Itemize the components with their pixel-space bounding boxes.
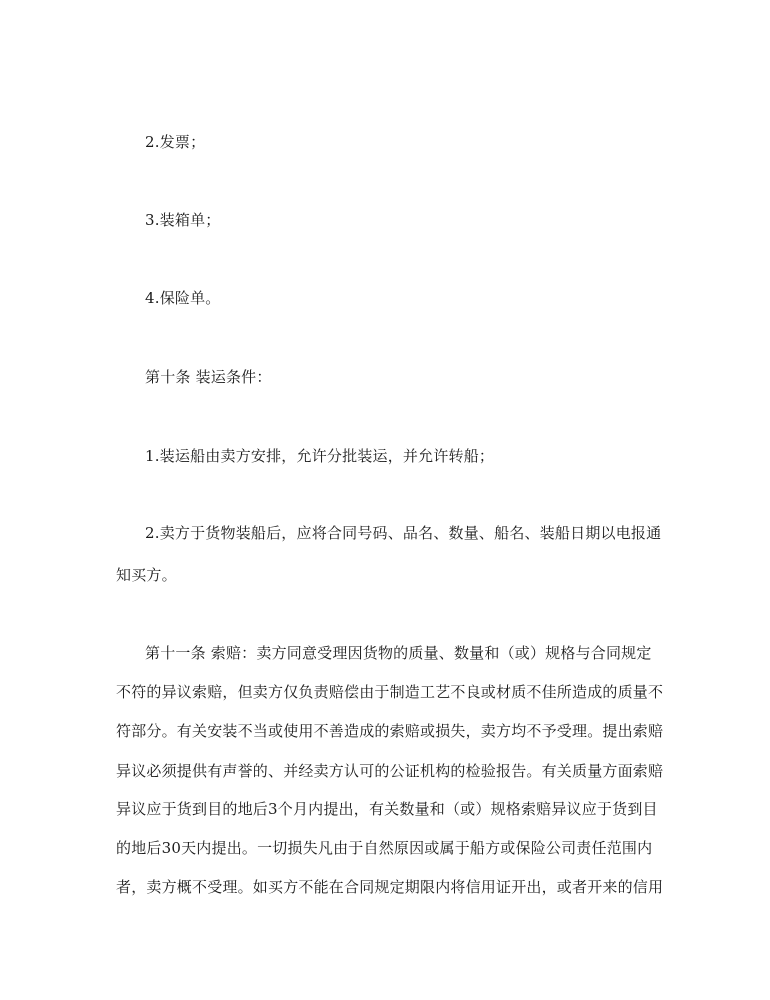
- shipping-clause-1: 1.装运船由卖方安排，允许分批装运，并允许转船；: [145, 447, 495, 465]
- claims-paragraph-line-7: 者，卖方概不受理。如买方不能在合同规定期限内将信用证开出，或者开来的信用: [116, 878, 664, 896]
- list-item-invoice: 2.发票；: [145, 133, 206, 151]
- list-item-insurance-policy: 4.保险单。: [145, 289, 221, 307]
- shipping-clause-2-line-1: 2.卖方于货物装船后，应将合同号码、品名、数量、船名、装船日期以电报通: [145, 524, 662, 542]
- list-item-packing-list: 3.装箱单；: [145, 211, 221, 229]
- claims-paragraph-line-5: 异议应于货到目的地后3个月内提出，有关数量和（或）规格索赔异议应于货到目: [116, 800, 658, 818]
- claims-paragraph-line-6: 的地后30天内提出。一切损失凡由于自然原因或属于船方或保险公司责任范围内: [116, 839, 653, 857]
- claims-paragraph-line-2: 不符的异议索赔，但卖方仅负责赔偿由于制造工艺不良或材质不佳所造成的质量不: [116, 683, 664, 701]
- claims-paragraph-line-3: 符部分。有关安装不当或使用不善造成的索赔或损失，卖方均不予受理。提出索赔: [116, 722, 664, 740]
- claims-paragraph-line-4: 异议必须提供有声誉的、并经卖方认可的公证机构的检验报告。有关质量方面索赔: [116, 762, 664, 780]
- shipping-clause-2-line-2: 知买方。: [116, 566, 177, 584]
- claims-paragraph-line-1: 第十一条 索赔：卖方同意受理因货物的质量、数量和（或）规格与合同规定: [145, 644, 652, 662]
- article-ten-heading: 第十条 装运条件：: [145, 368, 272, 386]
